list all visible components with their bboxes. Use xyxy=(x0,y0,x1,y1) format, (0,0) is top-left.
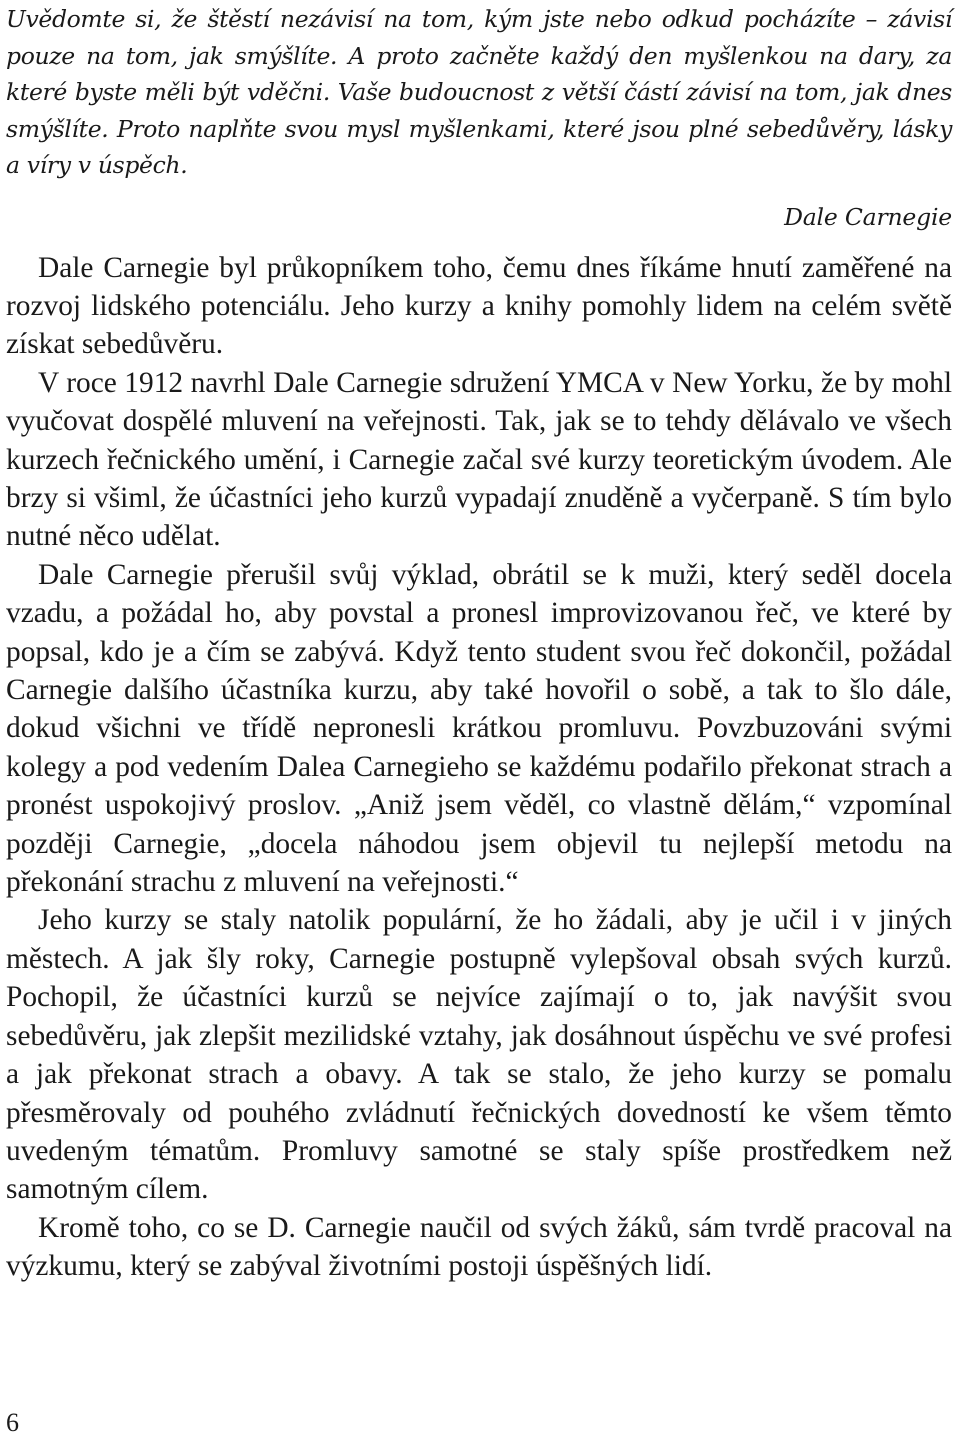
paragraph: V roce 1912 navrhl Dale Carnegie sdružení YMCA v New Yorku, že by mohl vyučovat dospělé mluvení na veřejnosti. Tak, jak se to tehdy dělávalo ve všech kurzech řečnického umění, i Carnegie začal své kurzy teoretickým úvodem. Ale brzy si všiml, že účastníci jeho kurzů vypadají znuděně a vyčerpaně. S tím bylo nutné něco udělat. xyxy=(6,366,952,553)
paragraph: Kromě toho, co se D. Carnegie naučil od svých žáků, sám tvrdě pracoval na výzkumu, který se zabýval životními postoji úspěšných lidí. xyxy=(6,1211,952,1283)
motto-author: Dale Carnegie xyxy=(784,202,952,231)
page-number: 6 xyxy=(6,1408,19,1437)
body-text xyxy=(6,249,952,1286)
paragraph: Jeho kurzy se staly natolik populární, že ho žádali, aby je učil i v jiných městech. A jak šly roky, Carnegie postupně vylepšoval obsah svých kurzů. Pochopil, že účastníci kurzů se nejvíce zajímají o to, jak navýšit svou sebedůvěru, jak zlepšit mezilidské vztahy, jak dosáhnout úspěchu ve své profesi a jak překonat strach a obavy. A tak se stalo, že jeho kurzy se pomalu přesměrovaly od pouhého zvládnutí řečnických dovedností ke všem těmto uvedeným tématům. Promluvy samotné se staly spíše prostředkem než samotným cílem. xyxy=(6,904,952,1206)
paragraph: Dale Carnegie přerušil svůj výklad, obrátil se k muži, který seděl docela vzadu, a požádal ho, aby povstal a pronesl improvizovanou řeč, ve které by popsal, kdo je a čím se zabývá. Když tento student svou řeč dokončil, požádal Carnegie dalšího účastníka kurzu, aby také hovořil o sobě, a tak to šlo dále, dokud všichni ve třídě nepronesli krátkou promluvu. Povzbuzováni svými kolegy a pod vedením Dalea Carnegieho se každému podařilo překonat strach a pronést uspokojivý proslov. „Aniž jsem věděl, co vlastně dělám,“ vzpomínal později Carnegie, „docela náhodou jsem objevil tu nejlepší metodu na překonání strachu z mluvení na veřejnosti.“ xyxy=(6,558,952,899)
page xyxy=(6,0,952,1286)
motto-quote: Uvědomte si, že štěstí nezávisí na tom, kým jste nebo odkud pocházíte – závisí pouze na tom, jak smýšlíte. A proto začněte každý den myšlenkou na dary, za které byste měli být vděčni. Vaše budoucnost z větší částí závisí na tom, jak dnes smýšlíte. Proto naplňte svou mysl myšlenkami, které jsou plné sebedůvěry, lásky a víry v úspěch. xyxy=(6,5,952,180)
paragraph: Dale Carnegie byl průkopníkem toho, čemu dnes říkáme hnutí zaměřené na rozvoj lidského potenciálu. Jeho kurzy a knihy pomohly lidem na celém světě získat sebedůvěru. xyxy=(6,251,952,361)
